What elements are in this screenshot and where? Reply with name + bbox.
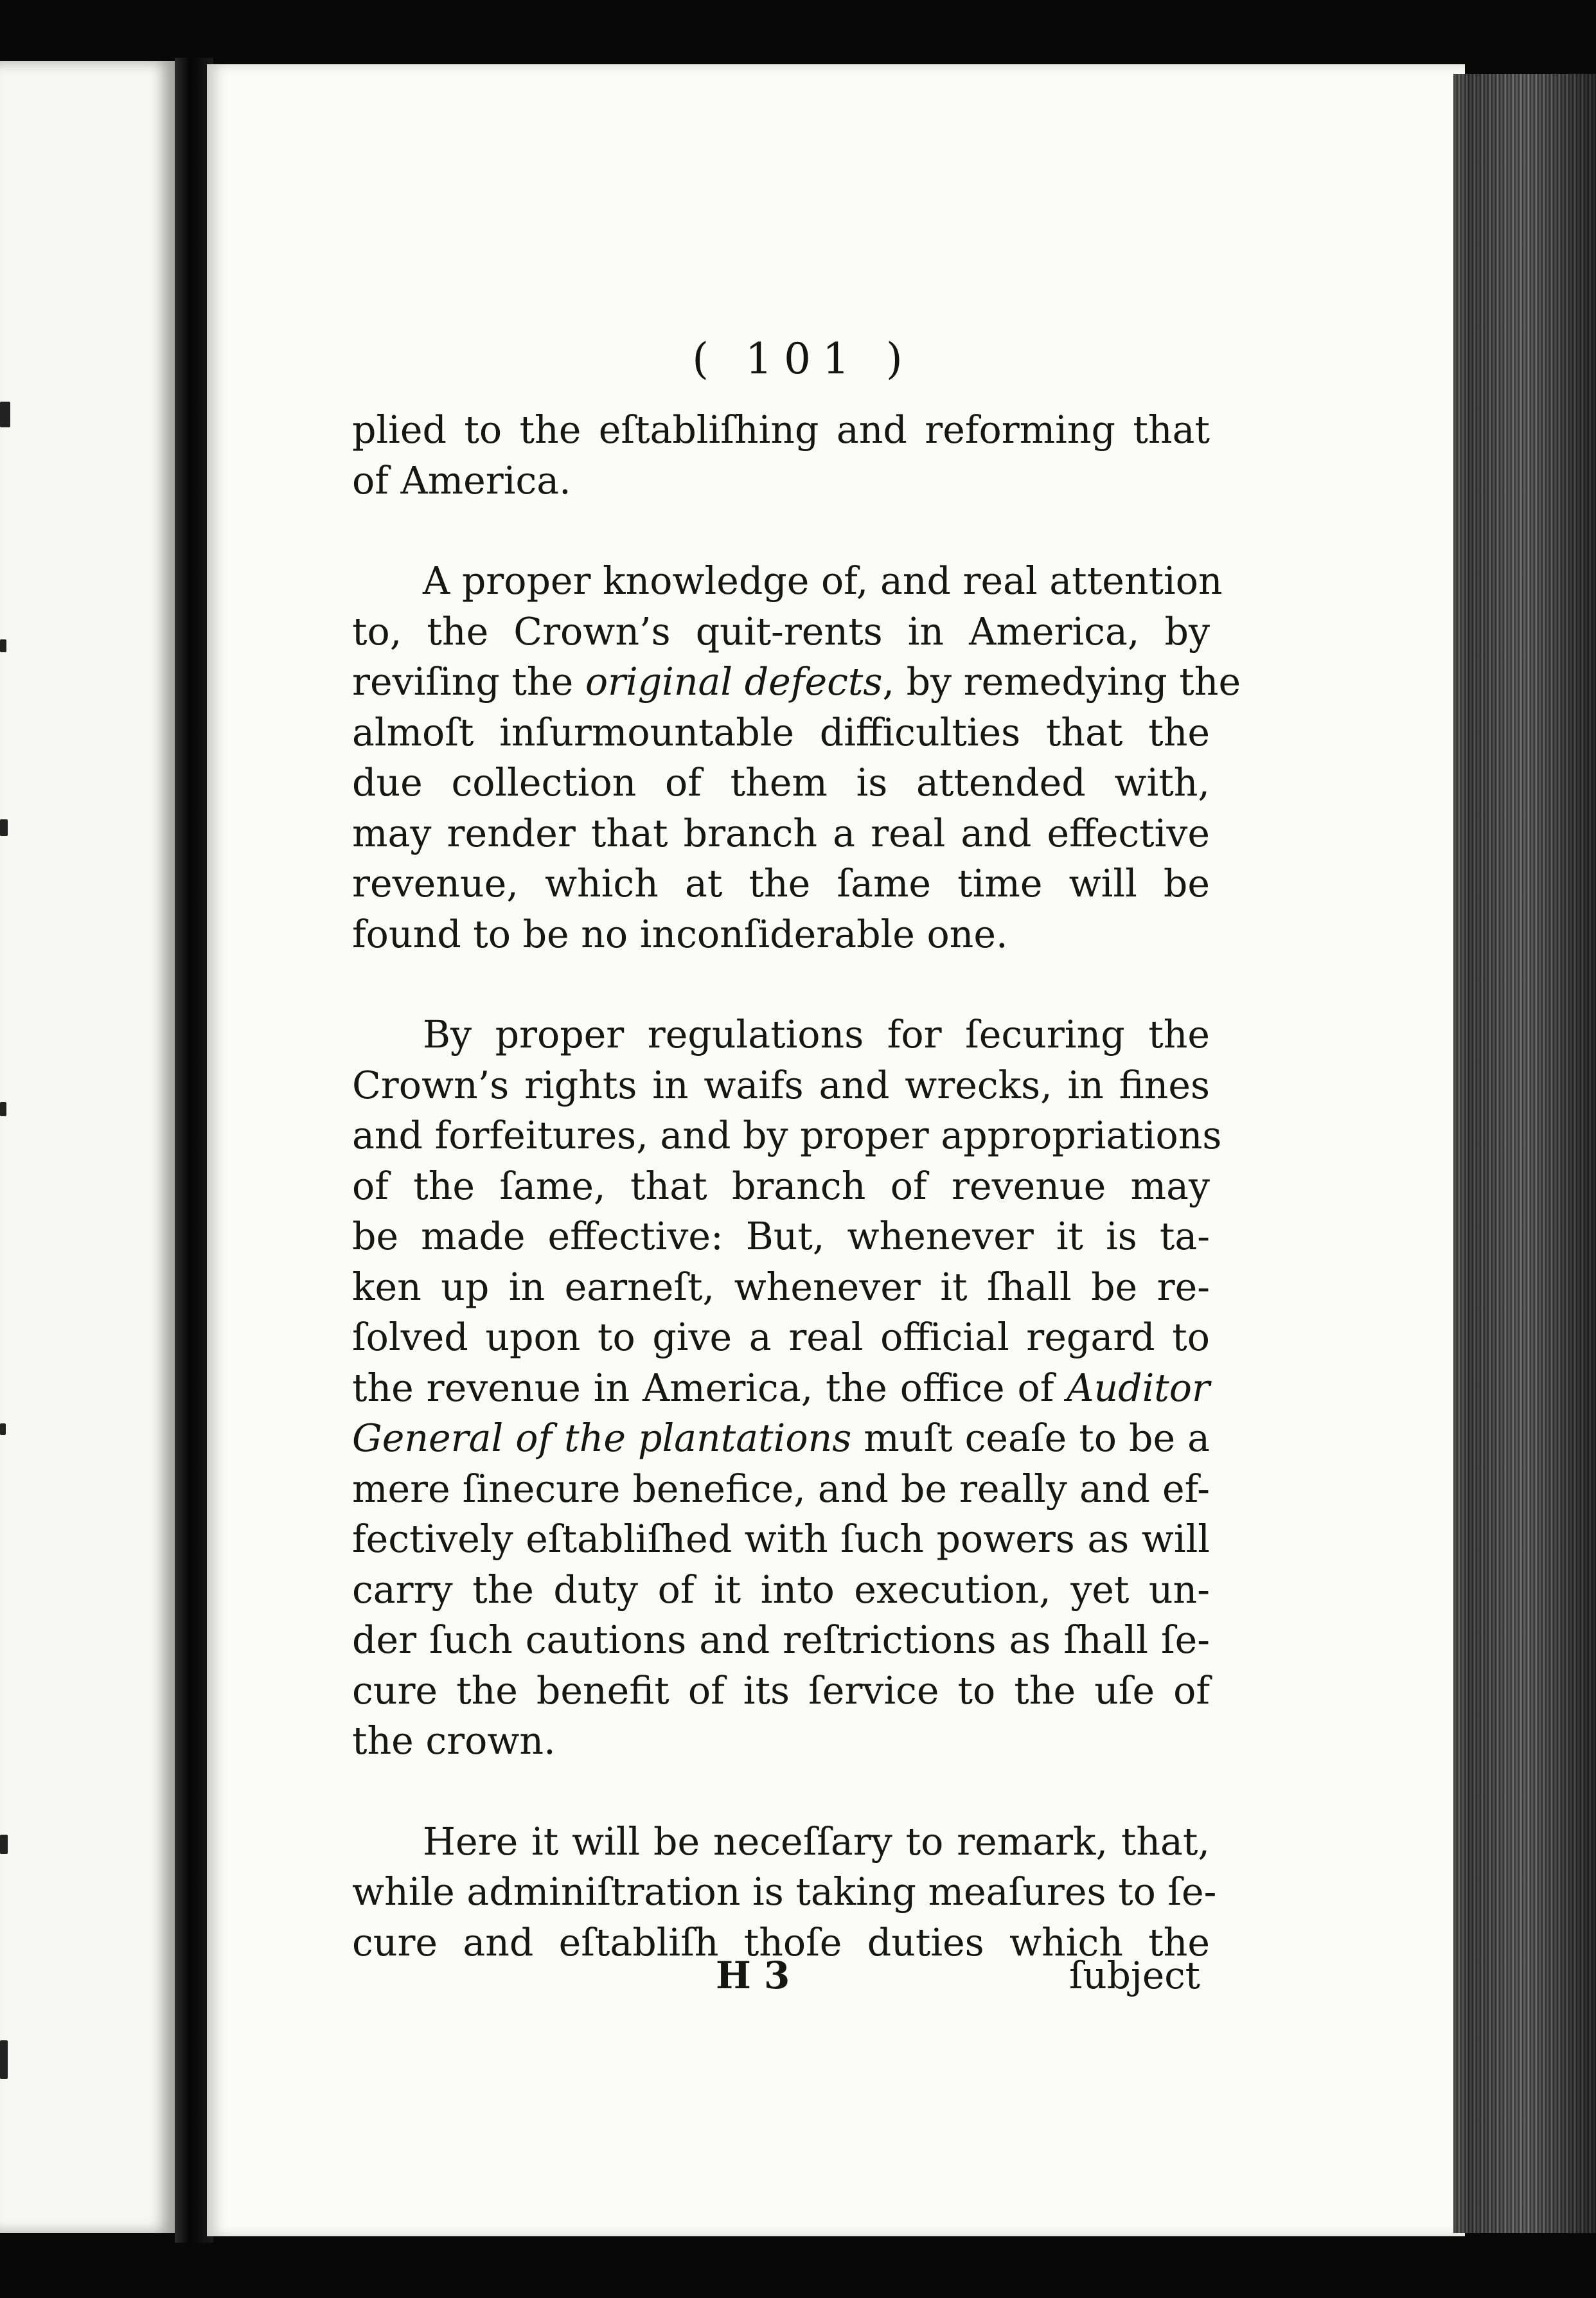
italic-text: original defects xyxy=(585,660,883,704)
text-segment: reviſing the xyxy=(352,660,585,704)
text-line xyxy=(352,808,1210,859)
text-line xyxy=(352,405,1210,456)
text-line xyxy=(352,1110,1222,1161)
paragraph xyxy=(352,1010,1222,1767)
text-line xyxy=(352,1817,1210,1867)
text-segment: cure the benefit of its ſervice to the uſe of xyxy=(352,1668,1210,1713)
text-segment: the crown. xyxy=(352,1719,556,1763)
text-line xyxy=(352,1211,1210,1262)
italic-text: Auditor xyxy=(1067,1366,1210,1410)
text-line xyxy=(352,657,1241,708)
text-line xyxy=(352,1565,1210,1616)
text-segment: due collection of them is attended with, xyxy=(352,761,1210,805)
text-segment: Here it will be neceſſary to remark, that, xyxy=(423,1819,1210,1864)
text-line xyxy=(352,1413,1210,1464)
text-segment: fectively eſtabliſhed with ſuch powers as will xyxy=(352,1517,1210,1561)
signature-mark: H 3 xyxy=(716,1954,790,1997)
running-head: ( 101 ) xyxy=(692,334,914,384)
text-line xyxy=(352,556,1223,607)
text-line xyxy=(352,1615,1210,1666)
facing-page-ink-mark xyxy=(0,1102,6,1116)
text-segment: the revenue in America, the office of xyxy=(352,1366,1067,1410)
text-line xyxy=(352,1464,1210,1515)
paragraph xyxy=(352,405,1210,506)
text-segment: found to be no inconſiderable one. xyxy=(352,912,1008,956)
text-line xyxy=(352,1161,1210,1212)
text-line xyxy=(352,1010,1210,1060)
text-line xyxy=(352,1716,1210,1767)
text-segment: A proper knowledge of, and real attention xyxy=(423,559,1223,603)
facing-page-edge xyxy=(0,61,175,2233)
text-line xyxy=(352,758,1210,808)
text-segment: almoſt inſurmountable difficulties that the xyxy=(352,710,1210,754)
catchword: ſubject xyxy=(1068,1954,1200,1997)
text-segment: carry the duty of it into execution, yet un- xyxy=(352,1567,1210,1612)
book-fore-edge xyxy=(1453,74,1596,2233)
text-segment: plied to the eſtabliſhing and reforming that xyxy=(352,408,1210,452)
text-segment: to, the Crown’s quit-rents in America, by xyxy=(352,609,1210,654)
text-line xyxy=(352,1060,1210,1111)
text-segment: while adminiſtration is taking meaſures to ſe- xyxy=(352,1870,1217,1914)
text-segment: ſolved upon to give a real official regard to xyxy=(352,1315,1210,1359)
paragraph xyxy=(352,556,1241,959)
facing-page-ink-mark xyxy=(0,1835,8,1854)
text-segment: , by remedying the xyxy=(882,660,1241,704)
text-line xyxy=(352,1363,1210,1414)
text-segment: of America. xyxy=(352,458,571,503)
text-segment: mere ſinecure benefice, and be really and ef- xyxy=(352,1466,1210,1511)
italic-text: General of the plantations xyxy=(352,1416,852,1460)
facing-page-ink-mark xyxy=(0,402,10,427)
paragraph-gap xyxy=(352,506,1210,556)
facing-page-ink-mark xyxy=(0,639,6,652)
text-line xyxy=(352,1514,1210,1565)
text-line xyxy=(352,708,1210,758)
facing-page-ink-mark xyxy=(0,819,8,836)
text-line xyxy=(352,1867,1217,1918)
text-line xyxy=(352,1666,1210,1716)
facing-page-ink-mark xyxy=(0,2040,8,2079)
text-segment: and forfeitures, and by proper appropriations xyxy=(352,1114,1222,1157)
text-segment: muſt ceaſe to be a xyxy=(851,1416,1210,1460)
paragraph-gap xyxy=(352,959,1210,1010)
text-segment: may render that branch a real and effective xyxy=(352,811,1210,855)
text-line xyxy=(352,1312,1210,1363)
text-line xyxy=(352,1262,1210,1313)
text-line xyxy=(352,859,1210,909)
text-segment: be made effective: But, whenever it is ta- xyxy=(352,1215,1210,1258)
text-line xyxy=(352,607,1210,657)
text-line xyxy=(352,909,1210,960)
text-segment: ken up in earneſt, whenever it ſhall be re- xyxy=(352,1265,1210,1309)
page-footer xyxy=(352,1954,1200,2005)
text-line xyxy=(352,456,1210,506)
facing-page-ink-mark xyxy=(0,1423,6,1435)
paragraph-gap xyxy=(352,1767,1210,1817)
text-segment: By proper regulations for ſecuring the xyxy=(423,1013,1210,1056)
text-segment: of the ſame, that branch of revenue may xyxy=(352,1164,1210,1208)
text-segment: Crown’s rights in waifs and wrecks, in fines xyxy=(352,1063,1210,1107)
text-segment: der ſuch cautions and reſtrictions as ſhall ſe- xyxy=(352,1618,1210,1662)
paragraph xyxy=(352,1817,1217,1968)
text-segment: revenue, which at the ſame time will be xyxy=(352,862,1210,905)
body-text xyxy=(352,405,1241,1968)
text-segment: cure and eſtabliſh thoſe duties which the xyxy=(352,1920,1210,1964)
